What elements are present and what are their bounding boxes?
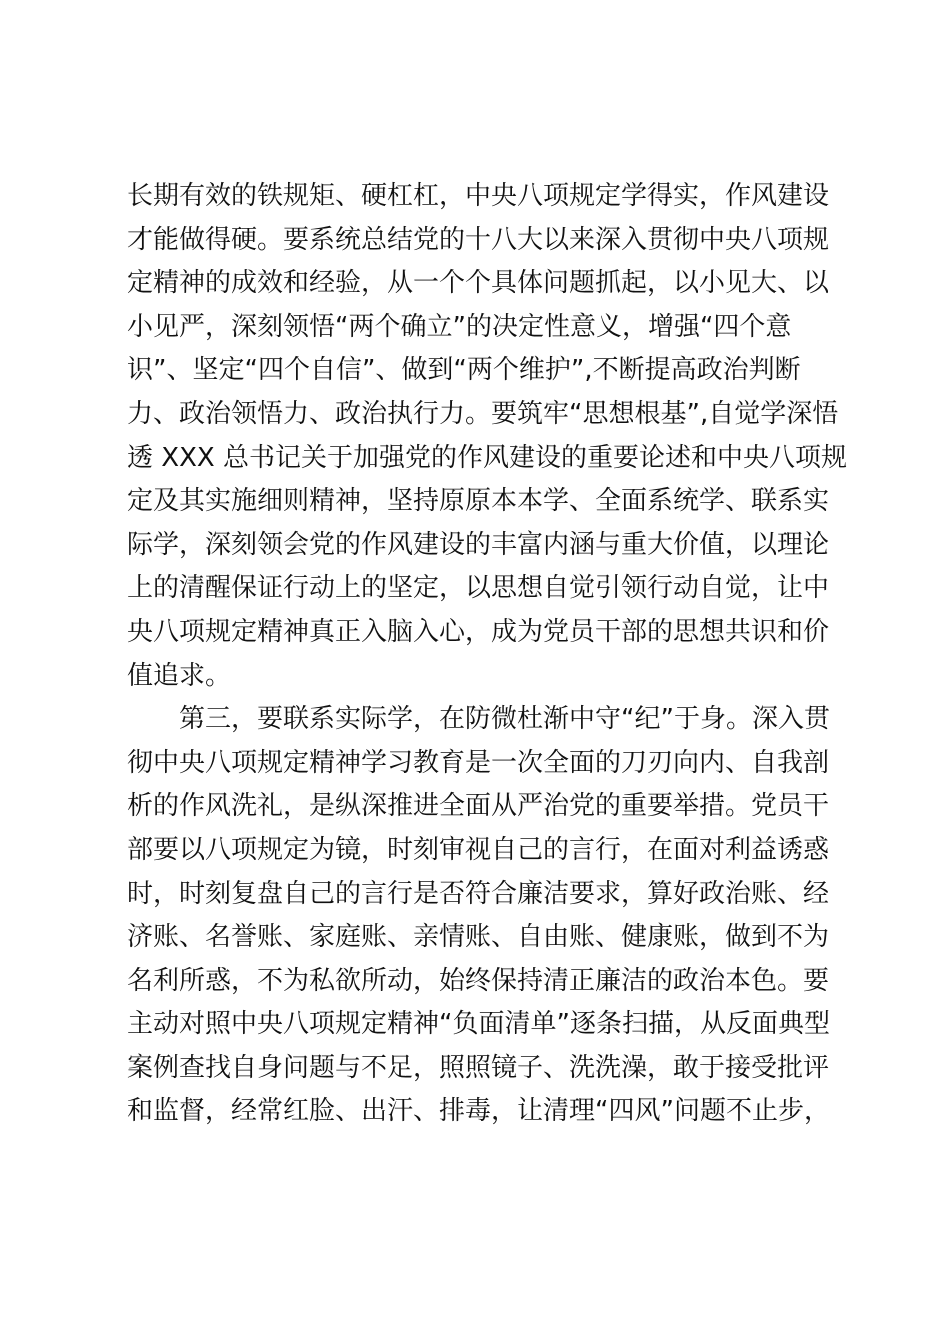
text-line: 定及其实施细则精神，坚持原原本本学、全面系统学、联系实 [127, 486, 830, 517]
text-line: 值追求。 [127, 660, 232, 691]
text-line: 识”、坚定“四个自信”、做到“两个维护”,不断提高政治判断 [127, 355, 801, 386]
text-line: 案例查找自身问题与不足，照照镜子、洗洗澡，敢于接受批评 [127, 1052, 830, 1083]
text-line: 定精神的成效和经验，从一个个具体问题抓起，以小见大、以 [127, 268, 830, 299]
text-line: 央八项规定精神真正入脑入心，成为党员干部的思想共识和价 [127, 616, 830, 647]
text-line: 力、政治领悟力、政治执行力。要筑牢“思想根基”,自觉学深悟 [127, 398, 839, 429]
paragraph-start-line: 第三，要联系实际学，在防微杜渐中守“纪”于身。深入贯 [179, 704, 830, 735]
text-line: 析的作风洗礼，是纵深推进全面从严治党的重要举措。党员干 [127, 791, 830, 822]
text-line: 和监督，经常红脸、出汗、排毒，让清理“四风”问题不止步， [127, 1096, 830, 1127]
text-line: 时，时刻复盘自己的言行是否符合廉洁要求，算好政治账、经 [127, 878, 830, 909]
text-line: 主动对照中央八项规定精神“负面清单”逐条扫描，从反面典型 [127, 1009, 830, 1040]
text-line: 部要以八项规定为镜，时刻审视自己的言行，在面对利益诱惑 [127, 834, 830, 865]
text-line: 际学，深刻领会党的作风建设的丰富内涵与重大价值，以理论 [127, 529, 830, 560]
text-line: 长期有效的铁规矩、硬杠杠，中央八项规定学得实，作风建设 [127, 181, 830, 211]
text-line: 才能做得硬。要系统总结党的十八大以来深入贯彻中央八项规 [127, 224, 830, 255]
text-line: 透 XXX 总书记关于加强党的作风建设的重要论述和中央八项规 [127, 442, 847, 473]
text-line: 小见严，深刻领悟“两个确立”的决定性意义，增强“四个意 [127, 311, 792, 342]
body-text [127, 175, 847, 1134]
text-line: 上的清醒保证行动上的坚定，以思想自觉引领行动自觉，让中 [127, 573, 830, 604]
text-line: 彻中央八项规定精神学习教育是一次全面的刀刃向内、自我剖 [127, 747, 830, 778]
text-line: 名利所惑，不为私欲所动，始终保持清正廉洁的政治本色。要 [127, 965, 830, 996]
text-line: 济账、名誉账、家庭账、亲情账、自由账、健康账，做到不为 [127, 922, 830, 953]
